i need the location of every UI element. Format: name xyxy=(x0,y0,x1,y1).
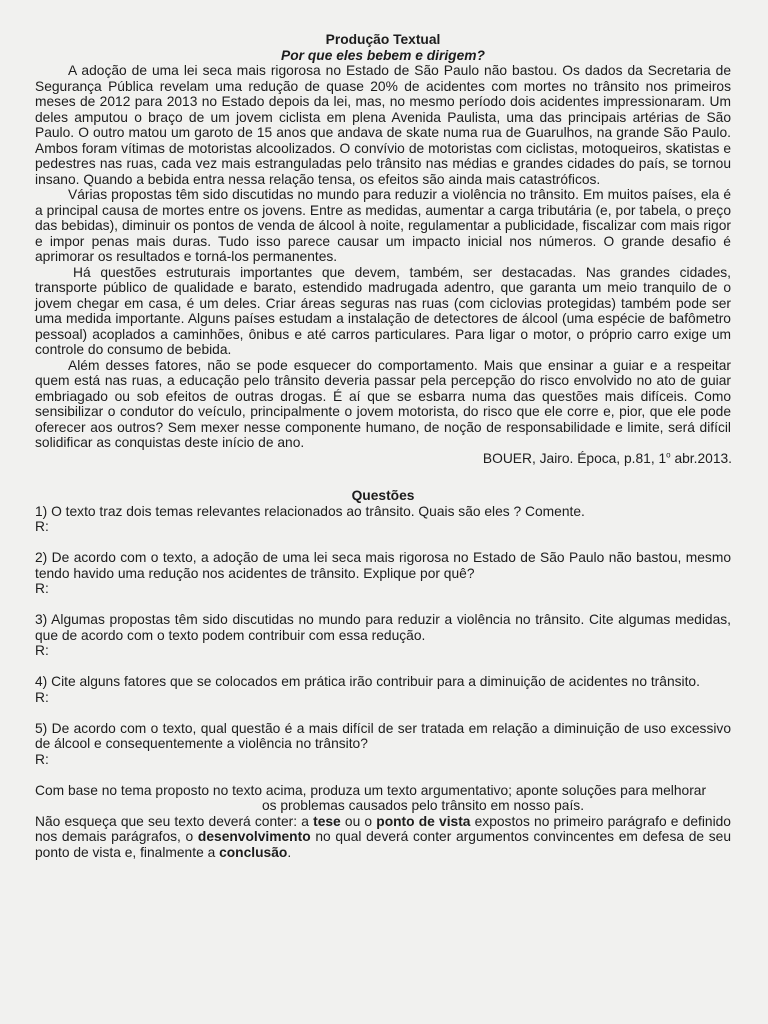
instructions-paragraph xyxy=(35,814,731,861)
question-4 xyxy=(35,674,731,705)
question-text: 1) O texto traz dois temas relevantes relacionados ao trânsito. Quais são eles ? Comente. xyxy=(35,503,585,519)
article-paragraph-4: Além desses fatores, não se pode esquecer do comportamento. Mais que ensinar a guiar e a respeitar quem está nas ruas, a educação pelo trânsito deveria passar pela percepção do risco envolvido no ato de guiar embriagado ou sob efeitos de outras drogas. É aí que se esbarra numa das questões mais difíceis. Como sensibilizar o condutor do veículo, principalmente o jovem motorista, do risco que ele corre e, pior, que ele pode oferecer aos outros? Sem mexer nesse componente humano, de noção de responsabilidade e limite, será difícil solidificar as conquistas deste início de ano. xyxy=(35,357,731,450)
questions-title: Questões xyxy=(351,488,415,503)
instructions-part-e: . xyxy=(287,844,292,860)
question-text: 2) De acordo com o texto, a adoção de uma lei seca mais rigorosa no Estado de São Paulo não bastou, mesmo tendo havido uma redução nos acidentes de trânsito. Explique por quê? xyxy=(35,550,731,581)
keyword-tese: tese xyxy=(313,813,341,829)
article-paragraph-1: A adoção de uma lei seca mais rigorosa no Estado de São Paulo não bastou. Os dados da Secretaria de Segurança Pública revelam uma redução de quase 20% de acidentes com mortes no trânsito nos primeiros meses de 2012 para 2013 no Estado depois da lei, mas, no mesmo período dois acidentes impressionaram. Um deles amputou o braço de um jovem ciclista em plena Avenida Paulista, uma das principais artérias de São Paulo. O outro matou um garoto de 15 anos que andava de skate numa rua de Guarulhos, na grande São Paulo. Ambos foram vítimas de motoristas alcoolizados. O convívio de motoristas com ciclistas, motoqueiros, skatistas e pedestres nas ruas, cada vez mais estranguladas pelo trânsito nas médias e grandes cidades do país, se tornou insano. Quando a bebida entra nessa relação tensa, os efeitos são ainda mais catastróficos. xyxy=(35,63,731,187)
citation-main: BOUER, Jairo. Época, p.81, 1 xyxy=(482,450,667,466)
article-paragraph-2: Várias propostas têm sido discutidas no mundo para reduzir a violência no trânsito. Em muitos países, ela é a principal causa de mortes entre os jovens. Entre as medidas, aumentar a carga tributária (e, por tabela, o preço das bebidas), diminuir os pontos de venda de álcool à noite, regulamentar a publicidade, fiscalizar com mais rigor e impor penas mais duras. Tudo isso parece causar um impacto inicial nos números. O grande desafio é aprimorar os resultados e torná-los permanentes. xyxy=(35,187,731,264)
citation-end: abr.2013. xyxy=(670,450,732,466)
keyword-ponto-de-vista: ponto de vista xyxy=(376,813,471,829)
answer-label: R: xyxy=(35,643,49,658)
answer-label: R: xyxy=(35,689,49,705)
instructions-part-c: expostos no primeiro parágrafo e definido nos demais parágrafos, o xyxy=(35,813,731,844)
instructions-part-d: no qual deverá conter argumentos convincentes em defesa de seu ponto de vista e, finalmente a xyxy=(35,829,731,860)
question-1 xyxy=(35,504,731,535)
answer-label: R: xyxy=(35,751,49,767)
question-text: 5) De acordo com o texto, qual questão é a mais difícil de ser tratada em relação a diminuição de uso excessivo de álcool e consequentemente a violência no trânsito? xyxy=(35,720,731,751)
article-paragraph-3: Há questões estruturais importantes que devem, também, ser destacadas. Nas grandes cidades, transporte público de qualidade e barato, estendido madrugada adentro, que garanta um meio tranquilo de o jovem chegar em casa, é um deles. Criar áreas seguras nas ruas (com ciclovias protegidas) também pode ser uma medida importante. Alguns países estudam a instalação de detectores de álcool (uma espécie de bafômetro pessoal) acoplados a caminhões, ônibus e até carros particulares. Para ligar o motor, o próprio carro exige um controle do consumo de bebida. xyxy=(35,264,731,357)
article-title: Por que eles bebem e dirigem? xyxy=(281,47,485,63)
question-text: 4) Cite alguns fatores que se colocados em prática irão contribuir para a diminuição de acidentes no trânsito. xyxy=(35,674,700,689)
instructions-line-1: Com base no tema proposto no texto acima, produza um texto argumentativo; aponte soluções para melhorar xyxy=(35,782,707,798)
question-5 xyxy=(35,721,731,768)
citation-superscript: o xyxy=(666,449,671,459)
question-3 xyxy=(35,612,731,659)
instructions-part-a: Não esqueça que seu texto deverá conter: a xyxy=(35,813,314,829)
instructions-part-b: ou o xyxy=(340,813,377,829)
instructions-line-2: os problemas causados pelo trânsito em nosso país. xyxy=(261,798,585,813)
answer-label: R: xyxy=(35,519,49,534)
keyword-desenvolvimento: desenvolvimento xyxy=(197,829,311,844)
keyword-conclusao: conclusão xyxy=(219,844,288,860)
question-2 xyxy=(35,550,731,597)
question-text: 3) Algumas propostas têm sido discutidas no mundo para reduzir a violência no trânsito. Cite algumas medidas, que de acordo com o texto podem contribuir com essa redução. xyxy=(35,612,731,643)
document-page xyxy=(35,32,731,860)
document-title: Produção Textual xyxy=(325,32,441,47)
citation xyxy=(35,451,732,467)
answer-label: R: xyxy=(35,581,49,596)
